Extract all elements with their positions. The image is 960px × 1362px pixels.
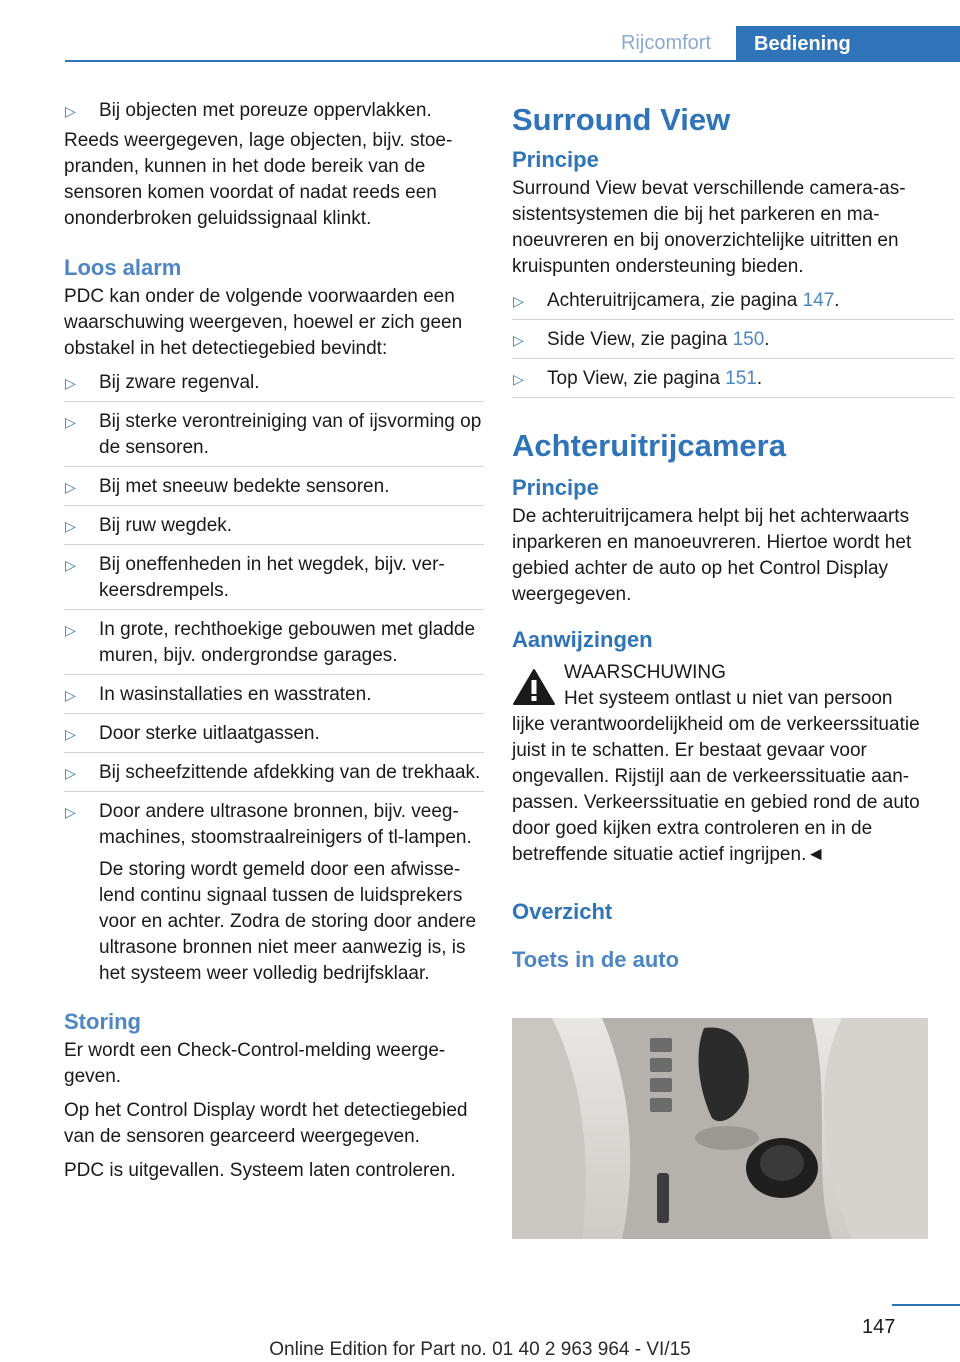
- camera-paragraph: De achteruitrijcamera helpt bij het achterwaarts inparkeren en manoeuvreren. Hiertoe wordt het gebied achter de auto op het Control Display weergegeven.: [512, 506, 912, 605]
- list-item-text: Bij met sneeuw bedekte sensoren.: [99, 476, 390, 497]
- header-active-tab: Bediening: [736, 26, 960, 62]
- triangle-bullet-icon: ▷: [65, 103, 76, 119]
- center-console-photo: [512, 1018, 928, 1239]
- link-end: .: [764, 329, 770, 350]
- surround-links-list: [512, 288, 954, 398]
- notes-heading: Aanwijzingen: [512, 627, 653, 652]
- surround-view-title: Surround View: [512, 102, 731, 137]
- list-item-text: Bij scheefzittende afdekking van de trekhaak.: [99, 762, 481, 783]
- link-text: Top View, zie pagina: [547, 368, 726, 389]
- warning-block: [512, 660, 954, 712]
- link-text: Achteruitrijcamera, zie pagina: [547, 290, 803, 311]
- fault-paragraph-3: PDC is uitgevallen. Systeem laten controleren.: [64, 1160, 456, 1181]
- list-item-text: In wasinstallaties en wasstraten.: [99, 684, 372, 705]
- list-item: [64, 552, 484, 610]
- camera-principle-heading: Principe: [512, 475, 599, 500]
- surround-paragraph: Surround View bevat verschillende camera-assistentsystemen die bij het parkeren en manoeuvreren en bij onoverzichtelijke uitritten en kruispunten ondersteuning bieden.: [512, 178, 906, 277]
- page-number: 147: [862, 1316, 896, 1338]
- list-item-text: Bij oneffenheden in het wegdek, bijv. verkeersdrempels.: [99, 554, 445, 601]
- intro-list: [64, 98, 484, 124]
- fault-paragraph-2: Op het Control Display wordt het detectiegebied van de sensoren gearceerd weergegeven.: [64, 1100, 468, 1147]
- triangle-bullet-icon: ▷: [65, 622, 76, 638]
- triangle-bullet-icon: ▷: [65, 804, 76, 820]
- list-item: [64, 409, 484, 467]
- list-item: [64, 513, 484, 545]
- triangle-bullet-icon: ▷: [65, 726, 76, 742]
- footer-rule: [892, 1304, 960, 1306]
- warning-label: WAARSCHUWING: [564, 662, 726, 683]
- list-item: [64, 370, 484, 402]
- triangle-bullet-icon: ▷: [65, 765, 76, 781]
- list-item[interactable]: [512, 366, 954, 398]
- link-end: .: [756, 368, 763, 389]
- list-item: [64, 760, 484, 792]
- warning-text: lijke verantwoordelijkheid om de verkeerssituatie juist in te schatten. Er bestaat gevaar voor ongevallen. Rijstijl aan de verkeerssituatie aanpassen. Verkeerssituatie en gebied rond de auto door goed kijken extra controleren en in de betreffende situatie actief ingrijpen.◄: [512, 714, 920, 865]
- list-item: [64, 721, 484, 753]
- triangle-bullet-icon: ▷: [65, 557, 76, 573]
- header-section-tab: Rijcomfort: [620, 32, 711, 54]
- page-link-147[interactable]: 147: [802, 290, 835, 311]
- list-item[interactable]: [512, 327, 954, 359]
- triangle-bullet-icon: ▷: [65, 479, 76, 495]
- header-rule: [65, 60, 960, 62]
- link-text: Side View, zie pagina: [547, 329, 733, 350]
- list-item-text: Bij sterke verontreiniging van of ijsvorming op de sensoren.: [99, 411, 482, 458]
- false-alarm-paragraph: PDC kan onder de volgende voorwaarden een waarschuwing weergeven, hoewel er zich geen obstakel in het detectiegebied bevindt:: [64, 286, 463, 359]
- triangle-bullet-icon: ▷: [513, 332, 524, 348]
- list-item-text: Bij zware regenval.: [99, 372, 260, 393]
- triangle-bullet-icon: ▷: [513, 293, 524, 309]
- link-end: .: [834, 290, 840, 311]
- list-item: [64, 682, 484, 714]
- list-item: [64, 98, 484, 124]
- list-item: [64, 799, 484, 992]
- left-column: [64, 98, 484, 1192]
- false-alarm-heading: Loos alarm: [64, 255, 182, 280]
- center-console-illustration: [512, 1018, 928, 1239]
- triangle-bullet-icon: ▷: [65, 518, 76, 534]
- right-column: [512, 100, 954, 976]
- fault-paragraph-1: Er wordt een Check-Control-melding weergegeven.: [64, 1040, 446, 1087]
- list-item: [64, 474, 484, 506]
- triangle-bullet-icon: ▷: [65, 375, 76, 391]
- list-item-text: Door andere ultrasone bronnen, bijv. veegmachines, stoomstraalreinigers of tl-lampen.: [99, 801, 472, 848]
- list-item-extra-text: De storing wordt gemeld door een afwisselend continu signaal tussen de luidsprekers voor en achter. Zodra de storing door andere ultrasone bronnen niet meer aanwezig is, is het systeem weer volledig bedrijfsklaar.: [99, 859, 477, 984]
- triangle-bullet-icon: ▷: [513, 371, 524, 387]
- overview-heading: Overzicht: [512, 899, 613, 924]
- button-in-car-heading: Toets in de auto: [512, 947, 680, 972]
- list-item[interactable]: [512, 288, 954, 320]
- camera-title: Achteruitrijcamera: [512, 428, 786, 463]
- list-item: [64, 617, 484, 675]
- surround-principle-heading: Principe: [512, 147, 599, 172]
- warning-first-line: Het systeem ontlast u niet van persoon: [564, 688, 893, 709]
- intro-paragraph: Reeds weergegeven, lage objecten, bijv. stoepranden, kunnen in het dode bereik van de sensoren komen voordat of nadat reeds een ononderbroken geluidssignaal klinkt.: [64, 130, 453, 229]
- page-link-151[interactable]: 151: [725, 368, 757, 389]
- triangle-bullet-icon: ▷: [65, 687, 76, 703]
- page-link-150[interactable]: 150: [732, 329, 765, 350]
- fault-heading: Storing: [64, 1009, 141, 1034]
- warning-triangle-icon: [512, 668, 556, 706]
- false-alarm-list: [64, 370, 484, 992]
- edition-footer: Online Edition for Part no. 01 40 2 963 964 - VI/15: [269, 1339, 691, 1360]
- list-item-text: Bij ruw wegdek.: [99, 515, 233, 536]
- triangle-bullet-icon: ▷: [65, 414, 76, 430]
- list-item-text: Bij objecten met poreuze oppervlakken.: [99, 100, 432, 121]
- list-item-text: In grote, rechthoekige gebouwen met gladde muren, bijv. ondergrondse garages.: [99, 619, 476, 666]
- list-item-text: Door sterke uitlaatgassen.: [99, 723, 320, 744]
